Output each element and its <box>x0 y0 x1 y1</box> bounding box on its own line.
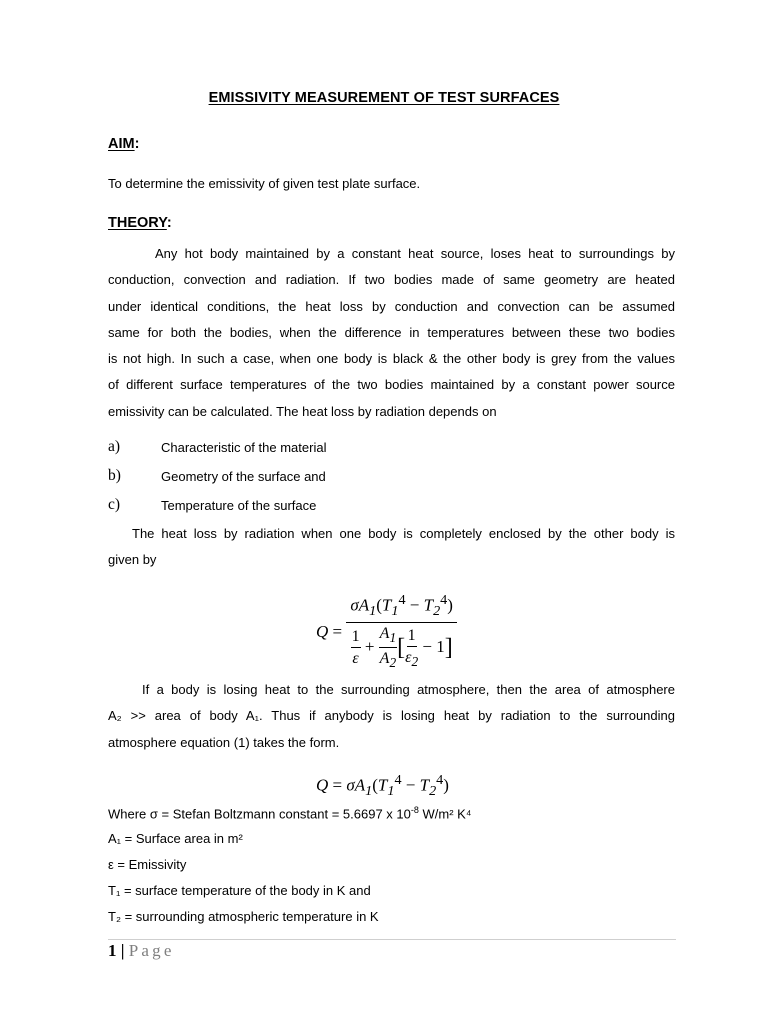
enclosure-paragraph <box>108 521 675 574</box>
factor-text: Geometry of the surface and <box>161 469 326 484</box>
t1-definition: T₁ = surface temperature of the body in K and <box>108 883 371 898</box>
aim-heading-text: AIM <box>108 136 135 152</box>
aim-heading-colon: : <box>134 136 140 152</box>
emissivity-definition: ε = Emissivity <box>108 857 187 872</box>
atmosphere-line: atmosphere equation (1) takes the form. <box>108 734 340 750</box>
page-title: EMISSIVITY MEASUREMENT OF TEST SURFACES <box>208 90 560 106</box>
t2-definition: T₂ = surrounding atmospheric temperature in K <box>108 909 379 924</box>
theory-line: under identical conditions, the heat loss by conduction and convection can be assumed <box>108 298 675 314</box>
aim-text: To determine the emissivity of given test plate surface. <box>108 176 421 191</box>
theory-heading <box>108 215 172 231</box>
sigma-definition-text: Where σ = Stefan Boltzmann constant = 5.6697 x 10 <box>108 806 411 822</box>
atmosphere-line: A₂ >> area of body A₁. Thus if anybody is losing heat by radiation to the surrounding <box>108 708 675 724</box>
theory-line: is not high. In such a case, when one body is black & the other body is grey from the values <box>108 351 675 367</box>
theory-line: same for both the bodies, when the difference in temperatures between these two bodies <box>108 324 675 340</box>
factor-marker: c) <box>108 496 121 513</box>
factor-text: Characteristic of the material <box>161 440 327 455</box>
radiation-equation-atmosphere: $Q = \sigma A_1(T_1^4 - T_2^4)$ <box>316 772 449 800</box>
factor-marker: b) <box>108 467 121 484</box>
aim-heading <box>108 136 139 152</box>
enclosure-line: given by <box>108 552 157 568</box>
theory-line: Any hot body maintained by a constant heat source, loses heat to surroundings by <box>155 246 675 261</box>
page-word: Page <box>128 941 175 960</box>
footer-rule <box>108 939 676 940</box>
atmosphere-paragraph <box>108 677 675 756</box>
factor-item-b <box>108 467 121 485</box>
factor-item-c <box>108 496 120 514</box>
radiation-equation-enclosed: Q = $\sigma A_1(T_1^4 - T_2^4)$ $\frac{1}{\varepsilon}$ + $\frac{A_1}{A_2}$ [ $\frac{1}{\varepsilon_2}$ − 1] <box>316 592 457 671</box>
factor-item-a <box>108 438 120 456</box>
theory-heading-text: THEORY <box>108 215 167 231</box>
sigma-unit: W/m² K⁴ <box>418 806 472 822</box>
factor-text: Temperature of the surface <box>161 498 317 513</box>
theory-paragraph <box>108 241 675 425</box>
enclosure-line: The heat loss by radiation when one body is completely enclosed by the other body is <box>132 526 675 541</box>
sigma-exponent: -8 <box>410 805 419 815</box>
page-number: 1 <box>108 941 117 960</box>
area-definition: A₁ = Surface area in m² <box>108 831 243 846</box>
page-footer <box>108 941 175 961</box>
theory-line: of different surface temperatures of the two bodies maintained by a constant power source <box>108 377 675 393</box>
atmosphere-line: If a body is losing heat to the surrounding atmosphere, then the area of atmosphere <box>142 682 675 697</box>
theory-line: conduction, convection and radiation. If two bodies made of same geometry are heated <box>108 272 675 288</box>
theory-line: emissivity can be calculated. The heat loss by radiation depends on <box>108 403 497 419</box>
sigma-definition <box>108 805 471 821</box>
theory-heading-colon: : <box>166 215 172 231</box>
factor-marker: a) <box>108 438 121 455</box>
page-separator: | <box>116 941 129 960</box>
